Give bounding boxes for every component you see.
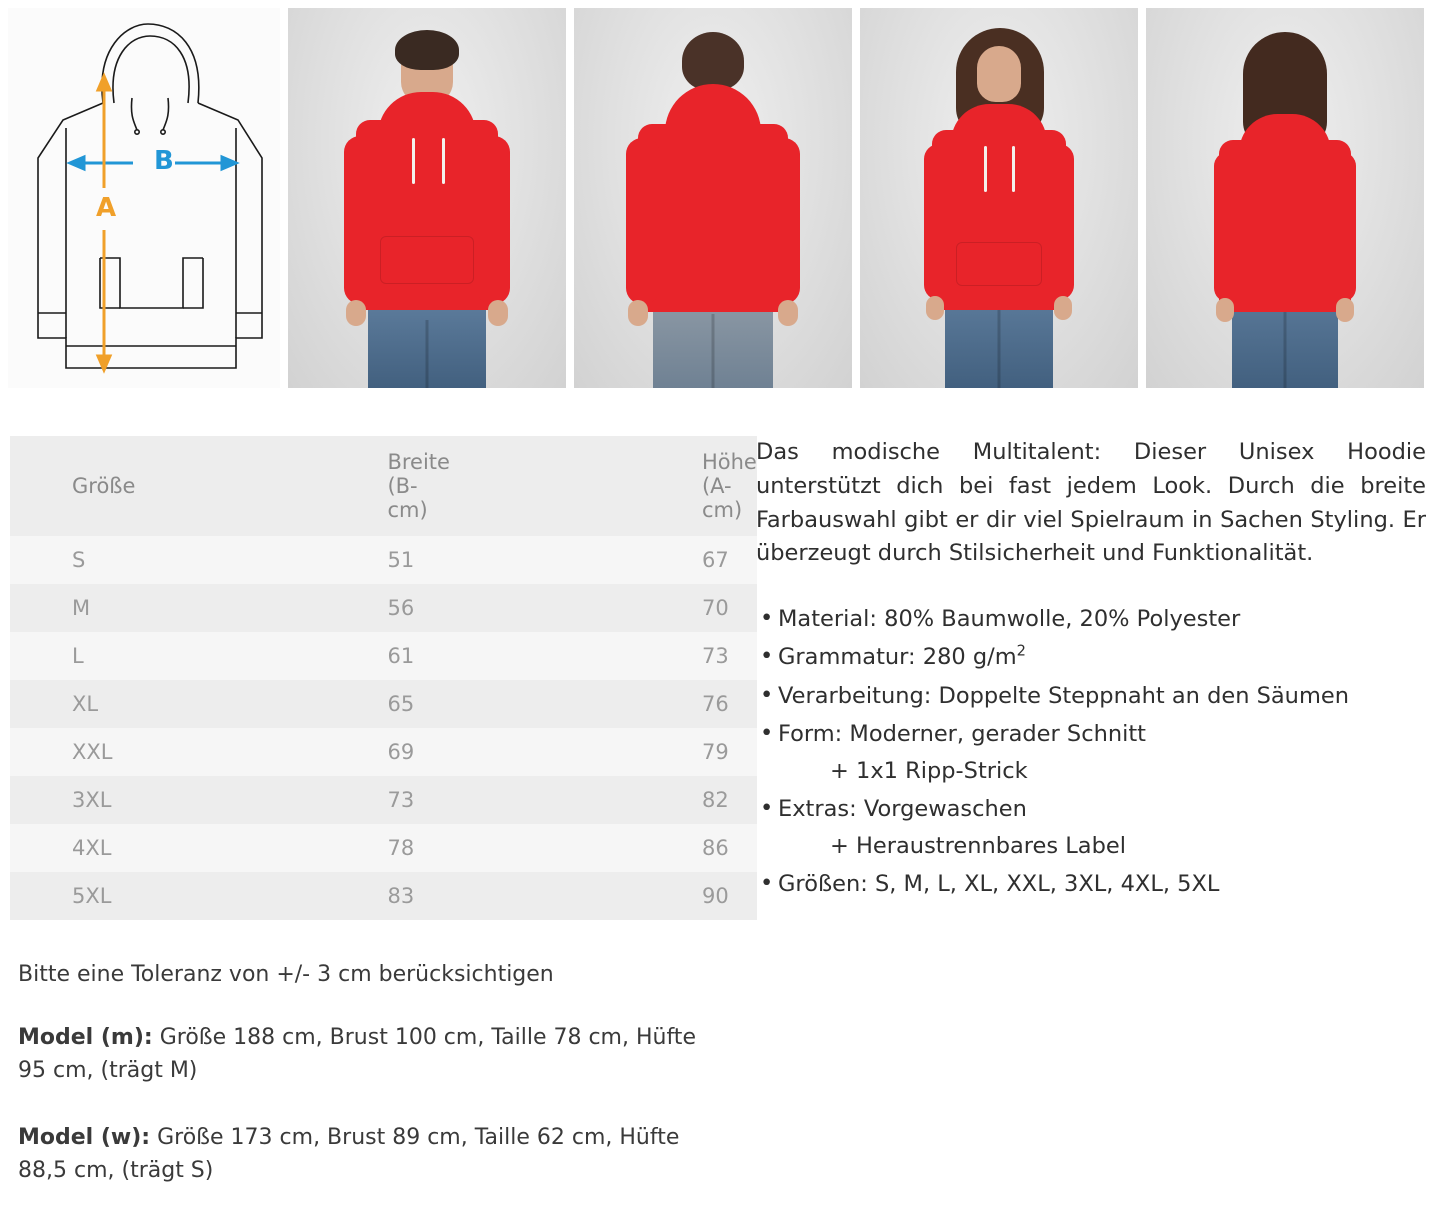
table-row xyxy=(10,872,757,920)
list-item xyxy=(756,601,1426,637)
feature-form-sub: + 1x1 Ripp-Strick xyxy=(830,757,1028,784)
cell-height: 67 xyxy=(450,536,757,584)
column-header-size: Größe xyxy=(10,436,135,536)
model-hand-right xyxy=(778,300,798,326)
feature-weight: Grammatur: 280 g/m xyxy=(778,644,1017,671)
list-item xyxy=(756,639,1426,675)
technical-drawing-image xyxy=(8,8,280,388)
table-row xyxy=(10,632,757,680)
feature-sizes: Größen: S, M, L, XL, XXL, 3XL, 4XL, 5XL xyxy=(778,871,1220,898)
product-description: Das modische Multitalent: Dieser Unisex Hoodie unterstützt dich bei fast jedem Look. Durch die breite Farbauswahl gibt er dir viel Spielraum in Sachen Styling. Er überzeugt durch Stilsicherheit und Funktionalität. xyxy=(756,439,1426,567)
cell-height: 90 xyxy=(450,872,757,920)
model-female-measurements xyxy=(18,1121,718,1187)
feature-processing: Verarbeitung: Doppelte Steppnaht an den Säumen xyxy=(778,682,1349,709)
model-face xyxy=(977,46,1021,102)
cell-width: 61 xyxy=(135,632,450,680)
cell-width: 78 xyxy=(135,824,450,872)
hoodie-drawstring-left xyxy=(412,138,415,184)
hoodie-sleeve-right xyxy=(766,138,800,304)
hoodie-sleeve-left xyxy=(626,138,660,304)
model-photo-female-front xyxy=(860,8,1138,388)
hoodie-sleeve-left xyxy=(344,136,378,304)
model-hand-left xyxy=(628,300,648,326)
product-image-strip xyxy=(0,0,1442,388)
cell-width: 83 xyxy=(135,872,450,920)
model-male-measurements xyxy=(18,1021,718,1087)
model-female-label: Model (w): xyxy=(18,1125,151,1150)
model-hand-right xyxy=(1336,298,1354,322)
cell-width: 51 xyxy=(135,536,450,584)
cell-height: 70 xyxy=(450,584,757,632)
model-female-values: Größe 173 cm, Brust 89 cm, Taille 62 cm, Hüfte 88,5 cm, (trägt S) xyxy=(18,1125,680,1183)
height-dimension-label: A xyxy=(96,193,117,223)
model-male-label: Model (m): xyxy=(18,1025,153,1050)
cell-height: 82 xyxy=(450,776,757,824)
feature-form: Form: Moderner, gerader Schnitt xyxy=(778,721,1146,748)
cell-height: 79 xyxy=(450,728,757,776)
column-header-width: Breite (B-cm) xyxy=(135,436,450,536)
table-row xyxy=(10,584,757,632)
hoodie-drawstring-right xyxy=(1012,146,1015,192)
model-hair xyxy=(682,32,744,90)
model-hand-left xyxy=(1216,298,1234,322)
model-photo-male-back xyxy=(574,8,852,388)
cell-size: 4XL xyxy=(10,824,135,872)
feature-list xyxy=(756,601,1426,903)
table-row xyxy=(10,728,757,776)
cell-height: 86 xyxy=(450,824,757,872)
hoodie-pocket xyxy=(956,242,1042,286)
feature-extras-sub: + Heraustrennbares Label xyxy=(830,832,1126,859)
model-hair xyxy=(395,30,459,70)
hoodie-drawstring-left xyxy=(984,146,987,192)
cell-width: 56 xyxy=(135,584,450,632)
hoodie-sleeve-right xyxy=(1328,152,1356,302)
feature-weight-superscript: 2 xyxy=(1016,642,1026,660)
tolerance-note: Bitte eine Toleranz von +/- 3 cm berücksichtigen xyxy=(18,962,554,987)
model-hand-right xyxy=(488,300,508,326)
table-row xyxy=(10,776,757,824)
list-item xyxy=(756,678,1426,714)
feature-material: Material: 80% Baumwolle, 20% Polyester xyxy=(778,606,1241,632)
width-dimension-label: B xyxy=(154,146,174,176)
hoodie-drawstring-right xyxy=(442,138,445,184)
table-row xyxy=(10,824,757,872)
cell-size: XXL xyxy=(10,728,135,776)
cell-size: 3XL xyxy=(10,776,135,824)
model-hand-right xyxy=(1054,296,1072,320)
hoodie-sleeve-left xyxy=(1214,152,1242,302)
cell-height: 76 xyxy=(450,680,757,728)
list-item xyxy=(756,716,1426,789)
model-hand-left xyxy=(346,300,366,326)
model-hand-left xyxy=(926,296,944,320)
cell-width: 65 xyxy=(135,680,450,728)
cell-size: M xyxy=(10,584,135,632)
model-photo-male-front xyxy=(288,8,566,388)
model-photo-female-back xyxy=(1146,8,1424,388)
table-row xyxy=(10,536,757,584)
column-header-height: Höhe (A-cm) xyxy=(450,436,757,536)
list-item xyxy=(756,791,1426,864)
cell-height: 73 xyxy=(450,632,757,680)
hoodie-sleeve-right xyxy=(476,136,510,304)
table-row xyxy=(10,680,757,728)
cell-size: 5XL xyxy=(10,872,135,920)
cell-size: XL xyxy=(10,680,135,728)
cell-width: 69 xyxy=(135,728,450,776)
hoodie-pocket xyxy=(380,236,474,284)
model-male-values: Größe 188 cm, Brust 100 cm, Taille 78 cm, Hüfte 95 cm, (trägt M) xyxy=(18,1025,696,1083)
cell-width: 73 xyxy=(135,776,450,824)
feature-extras: Extras: Vorgewaschen xyxy=(778,796,1027,823)
cell-size: L xyxy=(10,632,135,680)
size-table xyxy=(10,436,757,920)
cell-size: S xyxy=(10,536,135,584)
jeans xyxy=(368,302,486,388)
hoodie-sleeve-right xyxy=(1044,144,1074,300)
size-table-header-row xyxy=(10,436,757,536)
hoodie-outline-svg xyxy=(8,8,280,388)
hoodie-sleeve-left xyxy=(924,144,954,300)
list-item xyxy=(756,866,1426,902)
